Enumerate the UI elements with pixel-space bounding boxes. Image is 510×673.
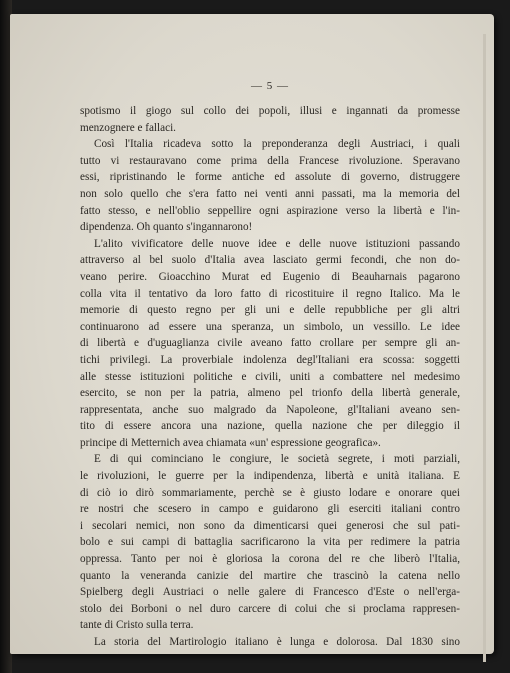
text-line: non solo quello che s'era fatto nei venti anni passati, ma la memoria del: [80, 187, 460, 200]
text-line: quanto la veneranda canizie del martire che trascinò la catena nello: [80, 569, 460, 582]
text-line: E di qui cominciano le congiure, le società segrete, i moti parziali,: [94, 453, 460, 466]
page-number: — 5 —: [251, 80, 289, 92]
text-line: re nostri che scesero in campo e guidarono gli eserciti italiani contro: [80, 503, 460, 516]
text-line: Così l'Italia ricadeva sotto la preponderanza degli Austriaci, i quali: [94, 138, 460, 151]
text-line: esercito, se non per la patria, almeno pel trionfo della libertà generale,: [80, 387, 460, 400]
text-line: Spielberg degli Austriaci o nelle galere di Francesco d'Este o nell'erga-: [80, 586, 460, 599]
text-line: principe di Metternich avea chiamata «un' espressione geografica».: [80, 436, 381, 449]
text-line: i secolari nemici, non sono da dimenticarsi quei generosi che sul pati-: [80, 519, 460, 532]
text-line: veano perire. Gioacchino Murat ed Eugenio di Beauharnais pagarono: [80, 270, 460, 283]
text-line: tichi privilegi. La proverbiale indolenza degl'Italiani era scossa: soggetti: [80, 353, 460, 366]
text-line: colla vita il tentativo da loro fatto di ricostituire il regno Italico. Ma le: [80, 287, 460, 300]
text-line: memorie di questo regno per gli uni e delle repubbliche per gli altri: [80, 304, 460, 317]
text-line: tutto vi restauravano come prima della Francese rivoluzione. Speravano: [80, 154, 460, 167]
text-line: alle stesse istituzioni politiche e civili, uniti a combattere nel medesimo: [80, 370, 460, 383]
text-line: dipendenza. Oh quanto s'ingannarono!: [80, 221, 253, 234]
body-text-block: [80, 78, 460, 651]
text-line: continuarono ad essere una speranza, un simbolo, un vessillo. Le idee: [80, 320, 460, 333]
page-edge: [483, 34, 486, 662]
text-line: oppressa. Tanto per noi è gloriosa la corona del re che liberò l'Italia,: [80, 553, 460, 566]
text-line: spotismo il giogo sul collo dei popoli, illusi e ingannati da promesse: [80, 105, 460, 117]
text-line: di ciò io dirò sommariamente, perchè se è giusto lodare e onorare quei: [80, 486, 460, 499]
book-page: [10, 14, 494, 654]
text-line: attraverso al bel suolo d'Italia avea lasciato germi fecondi, che non do-: [80, 254, 460, 267]
text-line: fatto stesso, e nell'oblio seppellire ogni aspirazione verso la libertà e l'in-: [80, 204, 460, 217]
text-line: tante di Cristo sulla terra.: [80, 619, 194, 632]
text-line: L'alito vivificatore delle nuove idee e delle nuove istituzioni passando: [94, 237, 460, 250]
text-line: tito di essere ancora una nazione, quella nazione che per dileggio il: [80, 420, 460, 433]
text-line: di libertà e d'uguaglianza civile aveano fatto crollare per sempre gli an-: [80, 337, 460, 350]
text-line: bolo e sui campi di battaglia sacrificarono la vita per redimere la patria: [80, 536, 460, 549]
text-line: stolo dei Borboni o nel duro carcere di colui che si proclama rappresen-: [80, 602, 460, 615]
text-lines: [80, 103, 460, 651]
text-line: essi, ripristinando le forme antiche ed assolute di governo, distruggere: [80, 171, 460, 184]
text-line: rappresentata, anche suo malgrado da Napoleone, gl'Italiani aveano sen-: [80, 403, 460, 416]
text-line: menzognere e fallaci.: [80, 121, 176, 134]
text-line: le rivoluzioni, le guerre per la indipendenza, libertà e unità italiana. E: [80, 470, 460, 483]
text-line: La storia del Martirologio italiano è lunga e dolorosa. Dal 1830 sino: [94, 636, 460, 648]
